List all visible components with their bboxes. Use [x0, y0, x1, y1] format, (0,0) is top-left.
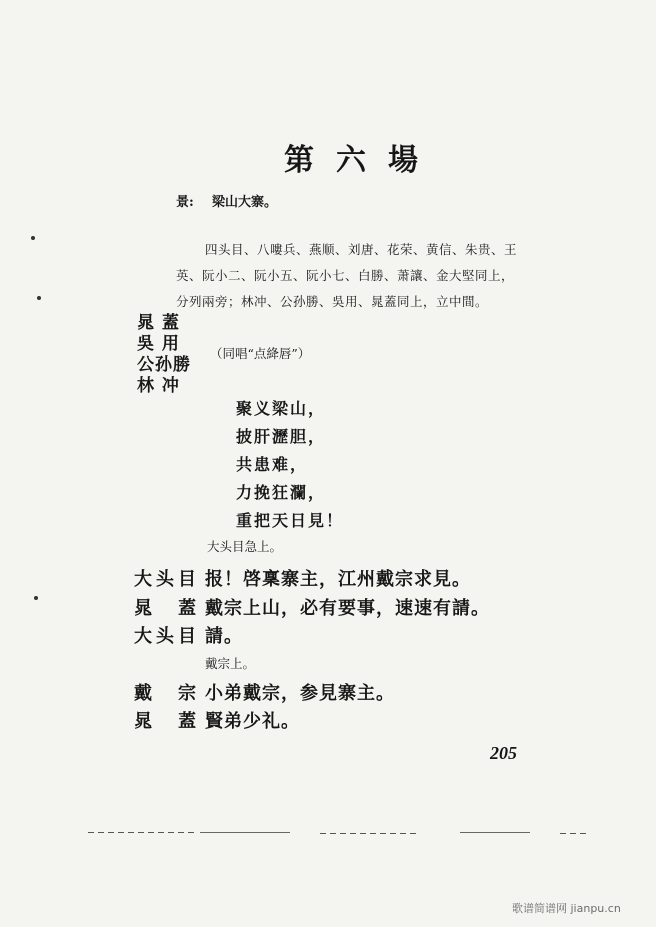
- verse-line: 共患难，: [236, 455, 309, 474]
- chorus-speaker: 晁 蓋: [137, 313, 180, 333]
- scan-edge-line: [320, 833, 420, 834]
- binding-hole-mark: [31, 236, 35, 240]
- setting-text: 梁山大寨。: [212, 195, 278, 210]
- dialogue-speaker: 大头目: [134, 626, 196, 647]
- chorus-speaker: 吳 用: [137, 334, 180, 354]
- dialogue-line: 小弟戴宗，参見寨主。: [205, 683, 395, 704]
- dialogue-speaker: 晁蓋: [134, 711, 196, 732]
- dialogue-line: 戴宗上山，必有要事，速速有請。: [205, 598, 490, 619]
- dialogue-line: 請。: [205, 626, 243, 647]
- page-number: 205: [490, 743, 517, 763]
- dialogue-line: 报！啓稟寨主，江州戴宗求見。: [205, 569, 471, 590]
- scan-edge-line: [460, 832, 530, 833]
- scan-edge-line: [88, 832, 198, 833]
- chorus-speaker: 林 冲: [137, 376, 180, 396]
- entrance-direction: 大头目急上。: [207, 539, 283, 554]
- binding-hole-mark: [34, 596, 38, 600]
- dialogue-speaker: 戴宗: [134, 683, 196, 704]
- dialogue-speaker: 晁蓋: [134, 598, 196, 619]
- stage-direction-line: 分列兩旁；林冲、公孙勝、吳用、晁蓋同上，立中間。: [176, 294, 489, 309]
- verse-line: 披肝瀝胆，: [236, 427, 327, 446]
- entrance-direction: 戴宗上。: [205, 656, 256, 671]
- verse-line: 重把天日見！: [236, 511, 345, 530]
- song-direction: （同唱“点絳唇”）: [210, 346, 311, 361]
- scan-edge-line: [200, 832, 290, 833]
- chorus-speakers: [137, 313, 191, 397]
- stage-direction-line: 英、阮小二、阮小五、阮小七、白勝、萧讓、金大堅同上，: [176, 268, 515, 283]
- verse-line: 力挽狂瀾，: [236, 483, 327, 502]
- chorus-speaker: 公孙勝: [137, 355, 191, 375]
- binding-hole-mark: [37, 296, 41, 300]
- setting-label: 景:: [176, 195, 194, 210]
- dialogue-speaker: 大头目: [134, 569, 196, 590]
- stage-direction-line: 四头目、八嘍兵、燕顺、刘唐、花荣、黄信、朱贵、王: [205, 242, 518, 257]
- dialogue-line: 賢弟少礼。: [205, 711, 300, 732]
- verse-line: 聚义梁山，: [236, 399, 327, 418]
- watermark: 歌谱简谱网 jianpu.cn: [512, 902, 621, 915]
- scan-edge-line: [560, 833, 590, 834]
- scene-title: 第六場: [284, 143, 440, 178]
